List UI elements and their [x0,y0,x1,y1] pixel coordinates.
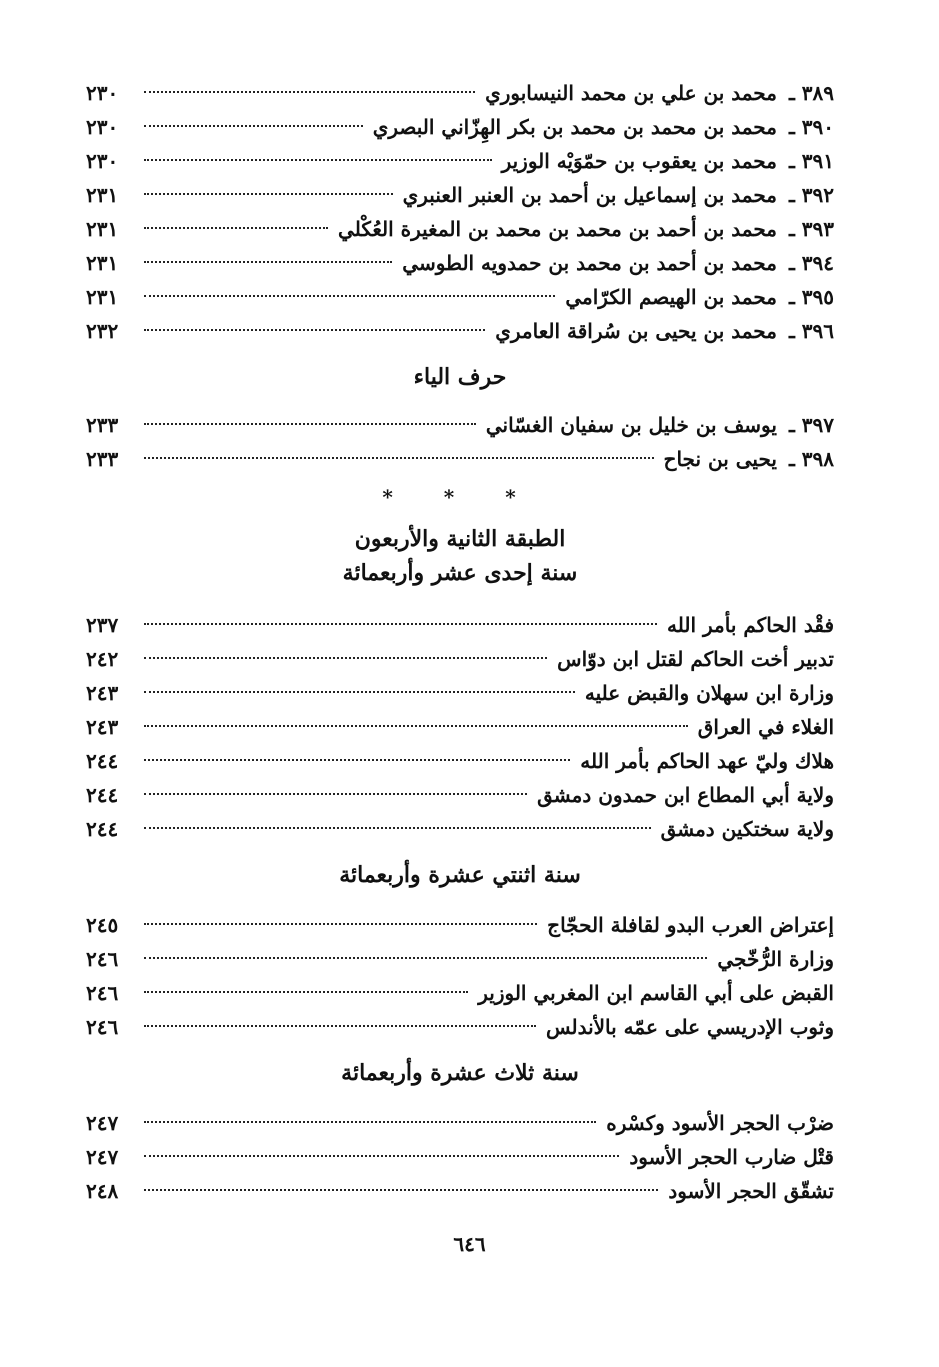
year-heading-413: سنة ثلاث عشرة وأربعمائة [341,1060,579,1086]
year-heading-412: سنة اثنتي عشرة وأربعمائة [339,862,581,888]
entry-page: ٢٤٢ [86,647,119,671]
list-item [86,778,834,812]
leader-dots [144,923,537,925]
entry-number: ٣٩٣ ـ [788,217,834,241]
leader-dots [144,193,393,195]
list-item [86,1174,834,1208]
entries-group-5 [86,1106,834,1208]
list-item [86,608,834,642]
entry-title: فقْد الحاكم بأمر الله [667,613,834,637]
entry-title: محمد بن علي بن محمد النيسابوري [485,81,777,105]
entry-page: ٢٣٠ [86,115,119,139]
leader-dots [144,227,328,229]
entry-page: ٢٤٨ [86,1179,119,1203]
entry-number: ٣٩٧ ـ [788,413,834,437]
entry-title: القبض على أبي القاسم ابن المغربي الوزير [478,981,834,1005]
entry-title: هلاك وليّ عهد الحاكم بأمر الله [580,749,834,773]
entry-title: ولاية أبي المطاع ابن حمدون دمشق [537,783,834,807]
leader-dots [144,329,485,331]
leader-dots [144,423,476,425]
entry-page: ٢٤٦ [86,1015,119,1039]
leader-dots [144,91,475,93]
entry-title: محمد بن إسماعيل بن أحمد بن العنبر العنبري [402,183,777,207]
list-item [86,676,834,710]
entry-title: وزارة الرُّخّجي [717,947,834,971]
entry-number: ٣٨٩ ـ [788,81,834,105]
leader-dots [144,457,654,459]
entries-group-4 [86,908,834,1044]
entry-title: يحيى بن نجاح [663,447,777,471]
entry-page: ٢٣٧ [86,613,119,637]
entry-page: ٢٤٤ [86,783,119,807]
list-item [86,110,834,144]
entry-number: ٣٩٥ ـ [788,285,834,309]
leader-dots [144,1025,536,1027]
entry-title: محمد بن يعقوب بن حمّوَيْه الوزير [501,149,777,173]
leader-dots [144,125,363,127]
entry-page: ٢٤٤ [86,817,119,841]
list-item [86,212,834,246]
entry-page: ٢٣١ [86,285,119,309]
entry-title: محمد بن أحمد بن محمد بن حمدويه الطوسي [402,251,777,275]
entry-page: ٢٣٠ [86,81,119,105]
list-item [86,1010,834,1044]
entry-page: ٢٣٠ [86,149,119,173]
list-item [86,280,834,314]
leader-dots [144,159,492,161]
list-item [86,144,834,178]
entry-title: محمد بن الهيصم الكرّامي [565,285,777,309]
entry-page: ٢٤٧ [86,1111,119,1135]
list-item [86,942,834,976]
leader-dots [144,691,575,693]
list-item [86,812,834,846]
list-item [86,744,834,778]
leader-dots [144,261,392,263]
entry-page: ٢٣٣ [86,413,119,437]
leader-dots [144,657,547,659]
entries-group-2 [86,408,834,476]
list-item [86,246,834,280]
entry-title: قتْل ضارب الحجر الأسود [629,1145,834,1169]
entry-title: الغلاء في العراق [697,715,834,739]
entry-number: ٣٩٢ ـ [788,183,834,207]
leader-dots [144,1189,658,1191]
section-heading-tabaqa: الطبقة الثانية والأربعون [354,526,566,552]
entry-title: وثوب الإدريسي على عمّه بالأندلس [545,1015,834,1039]
entry-title: محمد بن محمد بن محمد بن بكر الهِزّاني البصري [372,115,777,139]
page-number: ٦٤٦ [453,1232,486,1256]
entry-title: تشقّق الحجر الأسود [668,1179,834,1203]
list-item [86,178,834,212]
entries-group-3 [86,608,834,846]
entry-title: يوسف بن خليل بن سفيان الغسّاني [485,413,777,437]
year-heading-411: سنة إحدى عشر وأربعمائة [342,560,578,586]
list-item [86,76,834,110]
entry-page: ٢٤٦ [86,947,119,971]
leader-dots [144,793,527,795]
entry-page: ٢٣٣ [86,447,119,471]
entry-title: وزارة ابن سهلان والقبض عليه [584,681,834,705]
leader-dots [144,1155,619,1157]
entry-page: ٢٤٧ [86,1145,119,1169]
leader-dots [144,295,555,297]
list-item [86,976,834,1010]
entry-page: ٢٤٣ [86,681,119,705]
entry-page: ٢٣١ [86,183,119,207]
entry-page: ٢٣٢ [86,319,119,343]
leader-dots [144,725,688,727]
entry-title: ولاية سختكين دمشق [660,817,834,841]
list-item [86,1106,834,1140]
entry-page: ٢٤٤ [86,749,119,773]
list-item [86,314,834,348]
entry-title: ضرْب الحجر الأسود وكسْره [606,1111,834,1135]
entry-page: ٢٤٣ [86,715,119,739]
entry-title: محمد بن أحمد بن محمد بن محمد بن المغيرة العُكْلي [338,217,777,241]
separator-stars: * * * [382,485,538,509]
entry-number: ٣٩٠ ـ [788,115,834,139]
entry-number: ٣٩١ ـ [788,149,834,173]
leader-dots [144,991,468,993]
list-item [86,908,834,942]
entry-title: إعتراض العرب البدو لقافلة الحجّاج [547,913,834,937]
index-content [86,76,834,1208]
leader-dots [144,623,657,625]
entry-number: ٣٩٨ ـ [788,447,834,471]
list-item [86,442,834,476]
list-item [86,710,834,744]
entry-page: ٢٤٦ [86,981,119,1005]
list-item [86,408,834,442]
entry-page: ٢٣١ [86,251,119,275]
list-item [86,642,834,676]
leader-dots [144,1121,596,1123]
entry-number: ٣٩٤ ـ [788,251,834,275]
entry-page: ٢٤٥ [86,913,119,937]
entry-page: ٢٣١ [86,217,119,241]
leader-dots [144,957,707,959]
list-item [86,1140,834,1174]
section-heading-ya: حرف الياء [413,364,507,390]
entries-group-1 [86,76,834,348]
entry-title: محمد بن يحيى بن سُراقة العامري [495,319,777,343]
entry-title: تدبير أخت الحاكم لقتل ابن دوّاس [557,647,834,671]
leader-dots [144,827,651,829]
leader-dots [144,759,570,761]
entry-number: ٣٩٦ ـ [788,319,834,343]
